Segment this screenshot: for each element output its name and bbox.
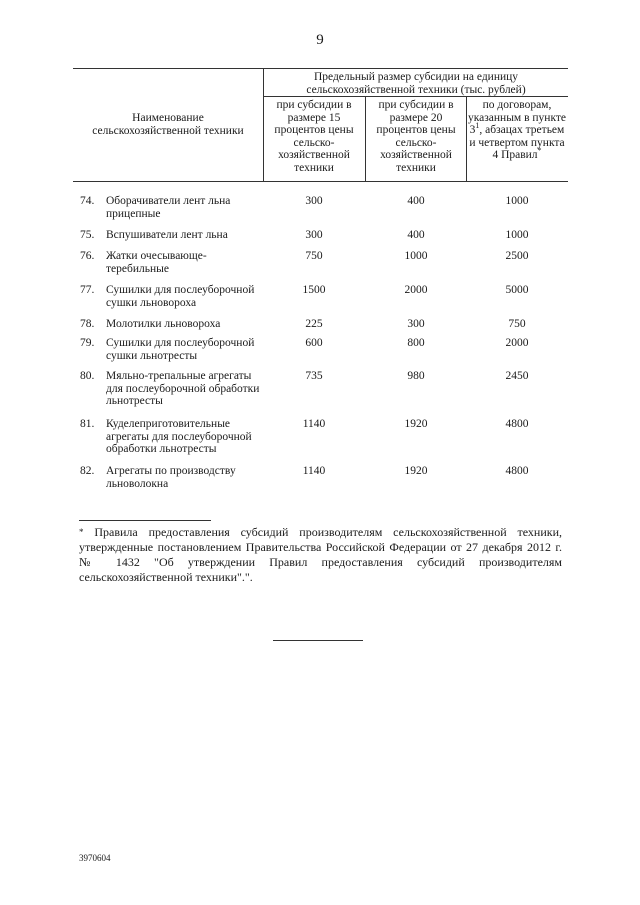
row-number: 74. xyxy=(80,195,95,207)
row-value-contracts: 2000 xyxy=(505,337,529,349)
row-number: 81. xyxy=(80,418,95,430)
header-col-contracts-text-end: , абзацах третьем и четвертом пункта 4 Правил xyxy=(469,124,565,162)
document-id: 3970604 xyxy=(79,853,111,863)
header-top-rule xyxy=(73,68,568,69)
row-name: Жатки очесывающе-теребильные xyxy=(106,250,207,275)
row-name: Сушилки для послеуборочной сушки льнотресты xyxy=(106,337,255,362)
header-bottom-rule xyxy=(73,181,568,182)
footnote xyxy=(79,525,562,585)
row-name: Молотилки льновороха xyxy=(106,318,221,330)
row-value-15pct: 300 xyxy=(305,229,323,241)
row-value-20pct: 300 xyxy=(407,318,425,330)
row-value-contracts: 4800 xyxy=(505,465,529,477)
header-col-contracts-text: по договорам, указанным в пункте 3 xyxy=(467,99,567,137)
header-col-15pct: при субсидии в размере 15 процентов цены сельско-хозяйственной техники xyxy=(274,99,354,174)
header-name-column: Наименование сельскохозяйственной техники xyxy=(92,112,244,137)
row-value-20pct: 400 xyxy=(407,195,425,207)
header-col-contracts xyxy=(467,99,567,162)
row-name: Агрегаты по производству льноволокна xyxy=(106,465,236,490)
row-value-15pct: 750 xyxy=(305,250,323,262)
row-value-15pct: 1140 xyxy=(302,465,326,477)
row-value-20pct: 1920 xyxy=(404,418,428,430)
row-number: 76. xyxy=(80,250,95,262)
row-value-15pct: 1140 xyxy=(302,418,326,430)
row-number: 80. xyxy=(80,370,95,382)
row-name: Оборачиватели лент льна прицепные xyxy=(106,195,231,220)
row-name: Вспушиватели лент льна xyxy=(106,229,228,241)
row-value-20pct: 2000 xyxy=(404,284,428,296)
row-value-20pct: 1000 xyxy=(404,250,428,262)
row-value-contracts: 1000 xyxy=(505,195,529,207)
row-value-15pct: 225 xyxy=(305,318,323,330)
row-name: Сушилки для послеуборочной сушки льновороха xyxy=(106,284,255,309)
row-value-contracts: 750 xyxy=(508,318,526,330)
header-col-divider xyxy=(263,68,264,181)
row-value-15pct: 1500 xyxy=(302,284,326,296)
header-group-title: Предельный размер субсидии на единицу сельскохозяйственной техники (тыс. рублей) xyxy=(306,71,526,96)
row-value-20pct: 980 xyxy=(407,370,425,382)
row-value-20pct: 400 xyxy=(407,229,425,241)
row-value-15pct: 300 xyxy=(305,195,323,207)
row-value-contracts: 4800 xyxy=(505,418,529,430)
row-value-15pct: 735 xyxy=(305,370,323,382)
header-col-20pct: при субсидии в размере 20 процентов цены сельско-хозяйственной техники xyxy=(376,99,456,174)
header-col-divider xyxy=(365,96,366,181)
row-value-contracts: 2450 xyxy=(505,370,529,382)
row-name: Мяльно-трепальные агрегаты для послеуборочной обработки льнотресты xyxy=(106,370,260,408)
row-value-20pct: 1920 xyxy=(404,465,428,477)
end-of-document-rule xyxy=(273,640,363,641)
header-col-contracts-sup: 1 xyxy=(475,121,480,131)
row-number: 78. xyxy=(80,318,95,330)
row-value-contracts: 1000 xyxy=(505,229,529,241)
row-number: 75. xyxy=(80,229,95,241)
footnote-text: Правила предоставления субсидий производителям сельскохозяйственной техники, утвержденные постановлением Правительства Российской Федерации от 27 декабря 2012 г. № 1432 "Об утверждении Правил предоставления субсидий производителям сельскохозяйственной техники".". xyxy=(79,525,562,584)
footnote-mark: * xyxy=(79,527,84,537)
row-value-contracts: 2500 xyxy=(505,250,529,262)
footnote-separator xyxy=(79,520,211,521)
row-value-contracts: 5000 xyxy=(505,284,529,296)
row-number: 77. xyxy=(80,284,95,296)
row-value-20pct: 800 xyxy=(407,337,425,349)
footnote-marker: * xyxy=(537,146,542,156)
page-number: 9 xyxy=(316,32,324,48)
row-number: 79. xyxy=(80,337,95,349)
row-value-15pct: 600 xyxy=(305,337,323,349)
row-number: 82. xyxy=(80,465,95,477)
row-name: Куделеприготовительные агрегаты для послеуборочной обработки льнотресты xyxy=(106,418,252,456)
